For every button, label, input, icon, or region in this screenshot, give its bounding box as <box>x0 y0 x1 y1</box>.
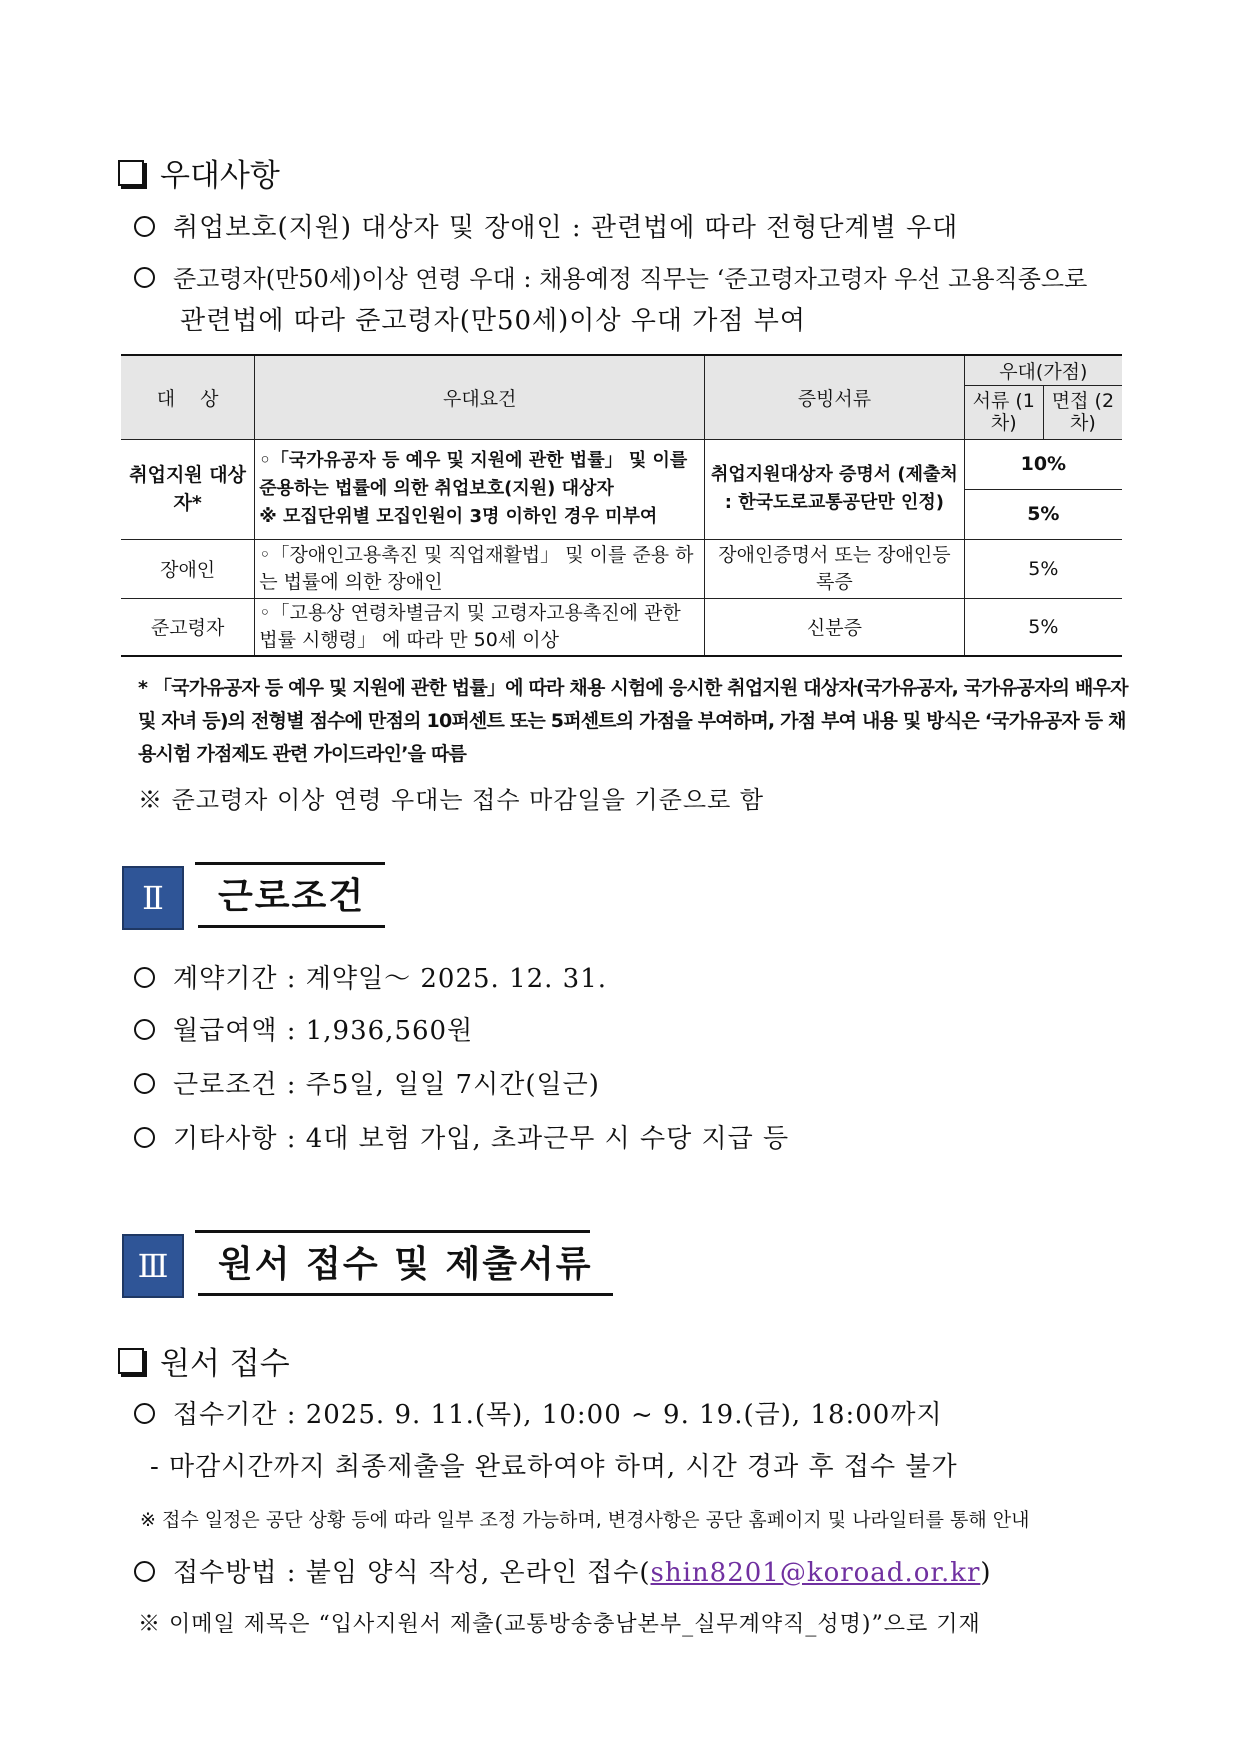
row2-target: 장애인 <box>121 539 255 598</box>
checkbox-square-icon <box>118 160 144 186</box>
work-item-4: 기타사항 : 4대 보험 가입, 초과근무 시 수당 지급 등 <box>134 1118 789 1155</box>
application-period: 접수기간 : 2025. 9. 11.(목), 10:00 ~ 9. 19.(금), 18:00까지 <box>134 1394 943 1431</box>
col-points: 우대(가점) <box>964 355 1122 385</box>
row3-points: 5% <box>964 598 1122 656</box>
preference-line-2b: 관련법에 따라 준고령자(만50세)이상 우대 가점 부여 <box>180 306 807 336</box>
row3-requirement: ◦「고용상 연령차별금지 및 고령자고용촉진에 관한 법률 시행령」 에 따라 만 50세 이상 <box>255 598 705 656</box>
section-3-title: 원서 접수 및 제출서류 <box>198 1236 613 1296</box>
row2-document: 장애인증명서 또는 장애인등록증 <box>705 539 965 598</box>
checkbox-square-icon <box>118 1348 144 1374</box>
row1-document: 취업지원대상자 증명서 (제출처 : 한국도로교통공단만 인정) <box>705 439 965 539</box>
col-interview: 면접 (2차) <box>1043 385 1122 439</box>
row3-target: 준고령자 <box>121 598 255 656</box>
circle-bullet-icon <box>134 967 155 988</box>
application-heading: 원서 접수 <box>118 1338 290 1383</box>
row2-points: 5% <box>964 539 1122 598</box>
preference-heading: 우대사항 <box>118 150 280 195</box>
circle-bullet-icon <box>134 1127 155 1148</box>
work-item-3: 근로조건 : 주5일, 일일 7시간(일근) <box>134 1064 600 1101</box>
row1-requirement: ◦「국가유공자 등 예우 및 지원에 관한 법률」 및 이를 준용하는 법률에 의한 취업보호(지원) 대상자 ※ 모집단위별 모집인원이 3명 이하인 경우 미부여 <box>255 439 705 539</box>
application-period-note: ※ 접수 일정은 공단 상황 등에 따라 일부 조정 가능하며, 변경사항은 공단 홈페이지 및 나라일터를 통해 안내 <box>140 1509 1030 1531</box>
circle-bullet-icon <box>134 216 155 237</box>
row1-points-2: 5% <box>964 489 1122 539</box>
section-3-rule <box>195 1230 590 1233</box>
circle-bullet-icon <box>134 1019 155 1040</box>
row1-target: 취업지원 대상자* <box>121 439 255 539</box>
preference-line-2: 준고령자(만50세)이상 연령 우대 : 채용예정 직무는 ‘준고령자고령자 우선 고용직종으로 <box>134 259 1087 294</box>
row1-points-1: 10% <box>964 439 1122 489</box>
circle-bullet-icon <box>134 267 155 288</box>
circle-bullet-icon <box>134 1403 155 1424</box>
section-3-number: Ⅲ <box>122 1234 184 1298</box>
email-link[interactable]: shin8201@koroad.or.kr <box>650 1558 981 1588</box>
footnote: * 「국가유공자 등 예우 및 지원에 관한 법률」에 따라 채용 시험에 응시한 취업지원 대상자(국가유공자, 국가유공자의 배우자 및 자녀 등)의 전형별 점수에 만점의 10퍼센트 또는 5퍼센트의 가점을 부여하며, 가점 부여 내용 및 방식은 ‘국가유공자 등 채용시험 가점제도 관련 가이드라인’을 따름 <box>138 677 1128 765</box>
col-requirement: 우대요건 <box>255 355 705 439</box>
section-2-number: Ⅱ <box>122 866 184 930</box>
col-doc-stage: 서류 (1차) <box>964 385 1043 439</box>
row3-document: 신분증 <box>705 598 965 656</box>
work-item-1: 계약기간 : 계약일～ 2025. 12. 31. <box>134 958 607 995</box>
application-period-sub: - 마감시간까지 최종제출을 완료하여야 하며, 시간 경과 후 접수 불가 <box>150 1452 958 1482</box>
section-3-header <box>122 1234 613 1298</box>
section-2-title: 근로조건 <box>198 868 385 928</box>
email-note: ※ 이메일 제목은 “입사지원서 제출(교통방송충남본부_실무계약직_성명)”으로 기재 <box>138 1612 981 1637</box>
preference-table <box>121 354 1122 657</box>
section-2-header <box>122 866 385 930</box>
col-target: 대 상 <box>121 355 255 439</box>
preference-line-1: 취업보호(지원) 대상자 및 장애인 : 관련법에 따라 전형단계별 우대 <box>134 207 958 244</box>
section-2-rule <box>195 862 385 865</box>
circle-bullet-icon <box>134 1073 155 1094</box>
application-method: 접수방법 : 붙임 양식 작성, 온라인 접수(shin8201@koroad.or.kr) <box>134 1552 992 1589</box>
circle-bullet-icon <box>134 1561 155 1582</box>
row2-requirement: ◦「장애인고용촉진 및 직업재활법」 및 이를 준용 하는 법률에 의한 장애인 <box>255 539 705 598</box>
col-document: 증빙서류 <box>705 355 965 439</box>
age-note: ※ 준고령자 이상 연령 우대는 접수 마감일을 기준으로 함 <box>138 786 765 814</box>
work-item-2: 월급여액 : 1,936,560원 <box>134 1010 473 1047</box>
